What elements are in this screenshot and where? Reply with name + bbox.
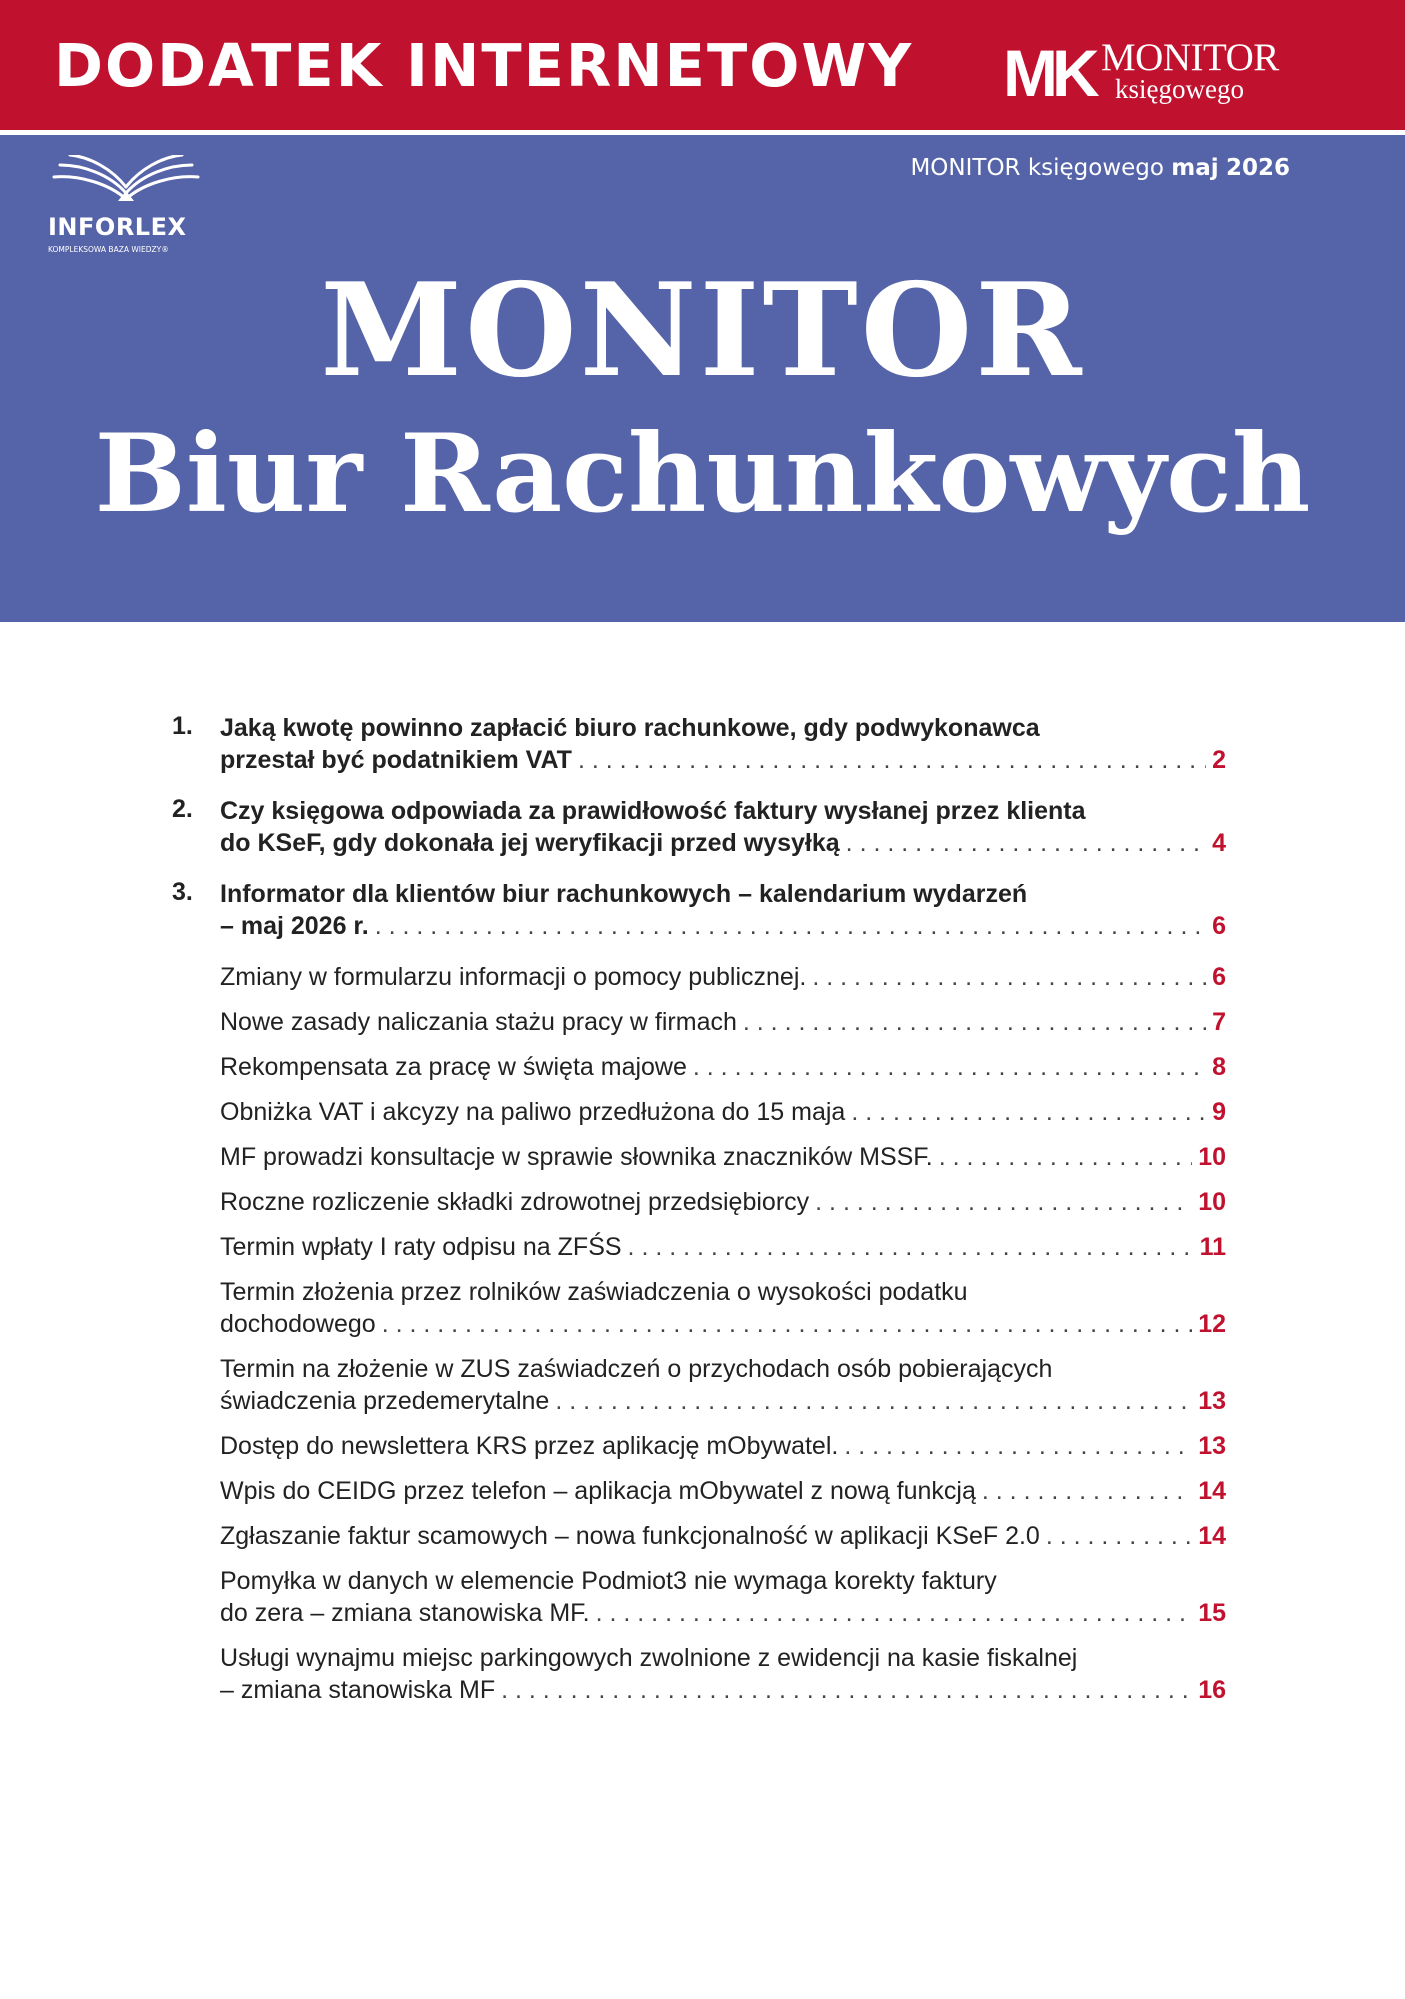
toc-page-number: 10 [1198, 1143, 1226, 1171]
monitor-ksiegowego-logo [1003, 36, 1303, 110]
toc-entry-title-line: Jaką kwotę powinno zapłacić biuro rachunkowe, gdy podwykonawca [220, 714, 1040, 742]
header-bar [0, 0, 1405, 130]
toc-entry-title: do KSeF, gdy dokonała jej weryfikacji przed wysyłką [220, 829, 840, 857]
toc-page-number: 15 [1198, 1599, 1226, 1627]
toc-dot-leader [743, 1006, 1206, 1038]
toc-entry-title-line: Usługi wynajmu miejsc parkingowych zwolnione z ewidencji na kasie fiskalnej [220, 1644, 1078, 1672]
toc-entry-title: przestał być podatnikiem VAT [220, 746, 572, 774]
toc-page-number: 14 [1198, 1522, 1226, 1550]
toc-dot-leader [596, 1597, 1193, 1629]
issue-month: maj [1171, 155, 1219, 181]
toc-entry-title-line: Termin na złożenie w ZUS zaświadczeń o przychodach osób pobierających [220, 1355, 1053, 1383]
toc-entry[interactable] [172, 1430, 1226, 1462]
toc-entry-number: 3. [172, 878, 193, 906]
toc-dot-leader [1046, 1520, 1192, 1552]
toc-entry[interactable] [172, 1141, 1226, 1173]
issue-info [910, 155, 1290, 181]
toc-dot-leader [815, 1186, 1192, 1218]
inforlex-name: INFORLEX [48, 213, 187, 241]
mk-logo-name: MONITOR [1101, 36, 1279, 79]
toc-entry[interactable] [172, 1186, 1226, 1218]
toc-entry[interactable] [172, 878, 1226, 942]
supplement-title: DODATEK INTERNETOWY [54, 31, 914, 100]
toc-dot-leader [555, 1385, 1192, 1417]
toc-entry[interactable] [172, 1520, 1226, 1552]
toc-page-number: 10 [1198, 1188, 1226, 1216]
toc-dot-leader [846, 827, 1206, 859]
toc-page-number: 14 [1198, 1477, 1226, 1505]
toc-entry-title: Termin wpłaty I raty odpisu na ZFŚS [220, 1233, 622, 1261]
toc-entry-title: do zera – zmiana stanowiska MF. [220, 1599, 590, 1627]
issue-prefix: MONITOR księgowego [910, 155, 1164, 181]
toc-entry-title: Obniżka VAT i akcyzy na paliwo przedłużona do 15 maja [220, 1098, 846, 1126]
toc-dot-leader [628, 1231, 1194, 1263]
toc-dot-leader [939, 1141, 1192, 1173]
toc-entry[interactable] [172, 1231, 1226, 1263]
toc-entry-title: Dostęp do newslettera KRS przez aplikację mObywatel. [220, 1432, 839, 1460]
toc-entry-title-line: Pomyłka w danych w elemencie Podmiot3 nie wymaga korekty faktury [220, 1567, 997, 1595]
mk-logo-sub: księgowego [1115, 74, 1244, 104]
toc-entry-title: Roczne rozliczenie składki zdrowotnej przedsiębiorcy [220, 1188, 810, 1216]
toc-page-number: 8 [1212, 1053, 1226, 1081]
toc-page-number: 13 [1198, 1432, 1226, 1460]
toc-page-number: 6 [1212, 963, 1226, 991]
issue-year: 2026 [1225, 155, 1290, 181]
toc-dot-leader [851, 1096, 1206, 1128]
toc-dot-leader [812, 961, 1206, 993]
toc-entry-title-line: Informator dla klientów biur rachunkowych – kalendarium wydarzeń [220, 880, 1028, 908]
toc-entry-title: Nowe zasady naliczania stażu pracy w firmach [220, 1008, 737, 1036]
toc-entry[interactable] [172, 1642, 1226, 1706]
toc-dot-leader [578, 744, 1206, 776]
toc-entry[interactable] [172, 1006, 1226, 1038]
toc-entry[interactable] [172, 961, 1226, 993]
toc-entry-number: 1. [172, 712, 193, 740]
table-of-contents [172, 712, 1226, 1719]
toc-entry[interactable] [172, 1096, 1226, 1128]
toc-entry-number: 2. [172, 795, 193, 823]
toc-entry-title-line: Czy księgowa odpowiada za prawidłowość faktury wysłanej przez klienta [220, 797, 1086, 825]
toc-entry-title: dochodowego [220, 1310, 376, 1338]
toc-entry-title: Wpis do CEIDG przez telefon – aplikacja mObywatel z nową funkcją [220, 1477, 976, 1505]
toc-page-number: 9 [1212, 1098, 1226, 1126]
toc-page-number: 13 [1198, 1387, 1226, 1415]
toc-page-number: 2 [1212, 746, 1226, 774]
toc-entry-title: świadczenia przedemerytalne [220, 1387, 550, 1415]
toc-page-number: 12 [1198, 1310, 1226, 1338]
toc-page-number: 7 [1212, 1008, 1226, 1036]
book-wings-icon [48, 155, 204, 207]
toc-page-number: 11 [1199, 1233, 1226, 1261]
toc-entry[interactable] [172, 1565, 1226, 1629]
toc-entry-title: – zmiana stanowiska MF [220, 1676, 496, 1704]
main-subtitle: Biur Rachunkowych [94, 411, 1311, 537]
toc-entry-title-line: Termin złożenia przez rolników zaświadczenia o wysokości podatku [220, 1278, 968, 1306]
toc-page-number: 16 [1198, 1676, 1226, 1704]
toc-page-number: 6 [1212, 912, 1226, 940]
toc-entry[interactable] [172, 1475, 1226, 1507]
toc-entry-title: Zgłaszanie faktur scamowych – nowa funkcjonalność w aplikacji KSeF 2.0 [220, 1522, 1040, 1550]
toc-dot-leader [844, 1430, 1192, 1462]
toc-entry-title: Rekompensata za pracę w święta majowe [220, 1053, 687, 1081]
toc-dot-leader [375, 910, 1206, 942]
mk-logo-mark: MK [1003, 36, 1094, 110]
toc-entry-title: – maj 2026 r. [220, 912, 369, 940]
toc-dot-leader [982, 1475, 1192, 1507]
toc-entry-title: Zmiany w formularzu informacji o pomocy publicznej. [220, 963, 807, 991]
main-title: MONITOR [320, 256, 1085, 406]
toc-entry[interactable] [172, 712, 1226, 776]
toc-dot-leader [501, 1674, 1192, 1706]
hero-banner [0, 135, 1405, 622]
toc-entry[interactable] [172, 1051, 1226, 1083]
toc-page-number: 4 [1212, 829, 1226, 857]
toc-entry[interactable] [172, 1353, 1226, 1417]
toc-entry[interactable] [172, 1276, 1226, 1340]
toc-entry-title: MF prowadzi konsultacje w sprawie słownika znaczników MSSF. [220, 1143, 933, 1171]
toc-dot-leader [693, 1051, 1206, 1083]
inforlex-logo [44, 155, 214, 254]
toc-dot-leader [382, 1308, 1192, 1340]
inforlex-tagline: KOMPLEKSOWA BAZA WIEDZY® [48, 245, 169, 254]
toc-entry[interactable] [172, 795, 1226, 859]
